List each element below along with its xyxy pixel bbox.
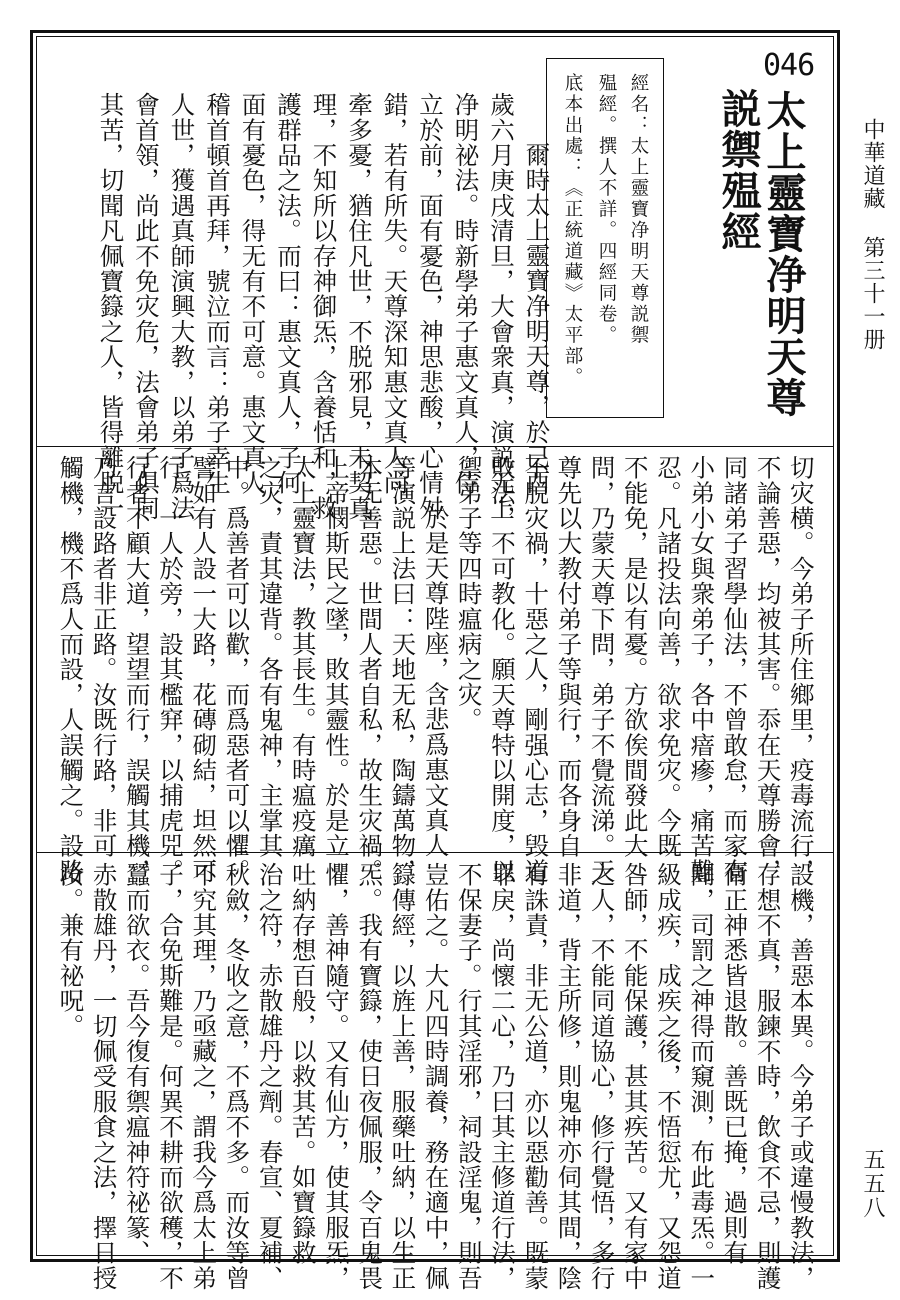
text-line: 牽多憂，猶住凡世，不脱邪見，未契真 xyxy=(345,92,374,521)
text-line: 不論善惡，均被其害。忝在天尊勝會， xyxy=(753,455,783,884)
text-line: 觸機，機不爲人而設，人誤觸之。設路 xyxy=(56,455,86,884)
text-line: 豈佑之。大凡四時調養，務在適中，佩 xyxy=(421,862,451,1291)
text-line: 之人，不能同道協心，修行覺悟，多行 xyxy=(587,862,617,1291)
text-line: 上帝憫斯民之墜，敗其靈性。於是立 xyxy=(322,455,351,859)
text-line: 咎師，不能保護，甚其疾苦。又有家中 xyxy=(620,862,650,1291)
text-line: 敗法，不可教化。願天尊特以開度，以 xyxy=(488,455,517,884)
text-line: 立於前，面有憂色，神思悲酸，心情舛 xyxy=(416,92,445,521)
text-line: 存想不真，服鍊不時，飲食不忌，則護 xyxy=(753,862,783,1291)
text-line: 行者不顧大道，望望而行，誤觸其機， xyxy=(122,455,152,884)
text-line: 尊先以大教付弟子等與行，而各身自 xyxy=(554,455,584,859)
text-line: 本无善惡。世間人者自私，故生灾禍。 xyxy=(355,455,385,884)
text-line: 子，合免斯難是。何異不耕而欲穫，不 xyxy=(156,862,185,1291)
text-section-2 xyxy=(52,455,816,884)
text-line: 衛正神悉皆退散。善既已掩，過則有 xyxy=(720,862,750,1266)
text-line: 蠶而欲衣。吾今復有禦瘟神符祕篆、 xyxy=(122,862,152,1266)
text-line: 爾時太上靈寶净明天尊，於己酉 xyxy=(522,142,552,495)
text-line: 籙傳經，以旌上善，服藥吐納，以生正 xyxy=(388,862,418,1291)
text-line: 會首領，尚此不免灾危，法會弟子俱同 xyxy=(132,92,161,521)
text-line: 歲六月庚戌清旦，大會衆真，演説无上 xyxy=(487,92,516,521)
page-number: 五五八 xyxy=(860,1148,885,1220)
text-line: 不保妻子。行其淫邪，祠設淫鬼，則吾 xyxy=(454,862,484,1291)
text-line: 懼，善神隨守。又有仙方，使其服炁， xyxy=(322,862,351,1291)
work-title-line-1: 太上靈寶净明天尊 xyxy=(760,90,806,418)
info-box-line-2: 殟經。撰人不詳。四經同卷。 xyxy=(596,73,617,346)
text-line: 有誅責，非无公道，亦以惡勸善。既蒙 xyxy=(521,862,551,1291)
text-line: 之灾，責其違背。各有鬼神，主掌其 xyxy=(255,455,285,859)
text-line: 乃言設路者非正路。汝既行路，非可 xyxy=(89,455,119,859)
text-line: 問，乃蒙天尊下問，弟子不覺流涕。天 xyxy=(587,455,617,884)
text-line: 理，不知所以存神御炁，含養恬和，救 xyxy=(309,92,339,521)
text-line: 净明祕法。時新學弟子惠文真人，侍 xyxy=(451,92,481,496)
text-line: 同諸弟子習學仙法，不曾敢怠，而家有 xyxy=(720,455,750,884)
text-line: 赤散雄丹，一切佩受服食之法，擇日授 xyxy=(89,862,119,1291)
text-line: 等演説上法曰：天地无私，陶鑄萬物， xyxy=(388,455,418,884)
text-line: 於是天尊陛座，含悲爲惠文真人 xyxy=(421,505,451,858)
text-line: 面有憂色，得无有不可意。惠文真人 xyxy=(238,92,268,496)
text-line: 秋斂，冬收之意，不爲不多。而汝等曾 xyxy=(222,862,252,1291)
work-title-line-2: 説禦殟經 xyxy=(715,88,761,252)
info-box-line-1: 經名：太上靈寶净明天尊説禦 xyxy=(628,73,649,346)
text-line: 罪戾，尚懷二心，乃曰其主修道行法， xyxy=(488,862,517,1291)
text-column xyxy=(89,92,134,521)
text-column xyxy=(48,455,93,884)
text-line: 其苦，切聞凡佩寶籙之人，皆得離脱一 xyxy=(96,92,126,521)
text-line: 吐納存想百般，以救其苦。如寶籙救 xyxy=(288,862,318,1266)
text-line: 非道，背主所修，則鬼神亦伺其間，陰 xyxy=(554,862,584,1291)
text-line: 切灾横。今弟子所住鄉里，疫毒流行， xyxy=(786,455,816,884)
text-line: 聞，司罰之神得而窺測，布此毒炁。一 xyxy=(687,862,717,1291)
text-line: 治之符，赤散雄丹之劑。春宣、夏補、 xyxy=(255,862,285,1291)
text-column xyxy=(48,862,93,1254)
work-number: 046 xyxy=(763,48,815,83)
text-line: 不究其理，乃亟藏之，謂我今爲太上弟 xyxy=(189,862,219,1291)
text-line: 不脱灾禍，十惡之人，剛强心志，毁道 xyxy=(521,455,551,884)
info-box-line-3: 底本出處：《正統道藏》太平部。 xyxy=(562,73,583,388)
text-line: 忍。凡諸投法向善，欲求免灾。今既 xyxy=(654,455,683,859)
running-title: 中華道藏 第三十一册 xyxy=(860,118,885,351)
text-section-3 xyxy=(52,862,816,1291)
text-line: 中。爲善者可以歡，而爲惡者可以懼。 xyxy=(222,455,252,884)
text-line: 不能免，是以有憂。方欲俟間發此大 xyxy=(620,455,650,859)
text-line: 設機，善惡本異。今弟子或違慢教法， xyxy=(786,862,816,1291)
text-line: 人世，獲遇真師演興大教，以弟子爲法 xyxy=(167,92,197,521)
text-line: 譬如有人設一大路，花磚砌結，坦然可 xyxy=(189,455,219,884)
text-line: 護群品之法。而曰：惠文真人，子何 xyxy=(274,92,303,496)
text-section-1 xyxy=(52,92,812,521)
text-line: 小弟小女與衆弟子，各中瘖瘮，痛苦難 xyxy=(687,455,717,884)
text-line: 炁。我有寶籙，使日夜佩服，令百鬼畏 xyxy=(355,862,385,1291)
text-line: 禦弟子等四時瘟病之灾。 xyxy=(454,455,484,733)
text-line: 汝。兼有祕呪。 xyxy=(56,862,86,1039)
text-line: 太上靈寶法，教其長生。有時瘟疫癘 xyxy=(288,455,318,859)
text-line: 錯，若有所失。天尊深知惠文真人尚 xyxy=(380,92,410,496)
text-line: 行。一人於旁，設其檻穽，以捕虎兕。 xyxy=(156,455,185,884)
text-line: 級成疾，成疾之後，不悟愆尤，又怨道 xyxy=(654,862,683,1291)
text-line: 稽首頓首再拜，號泣而言：弟子幸生 xyxy=(203,92,232,496)
